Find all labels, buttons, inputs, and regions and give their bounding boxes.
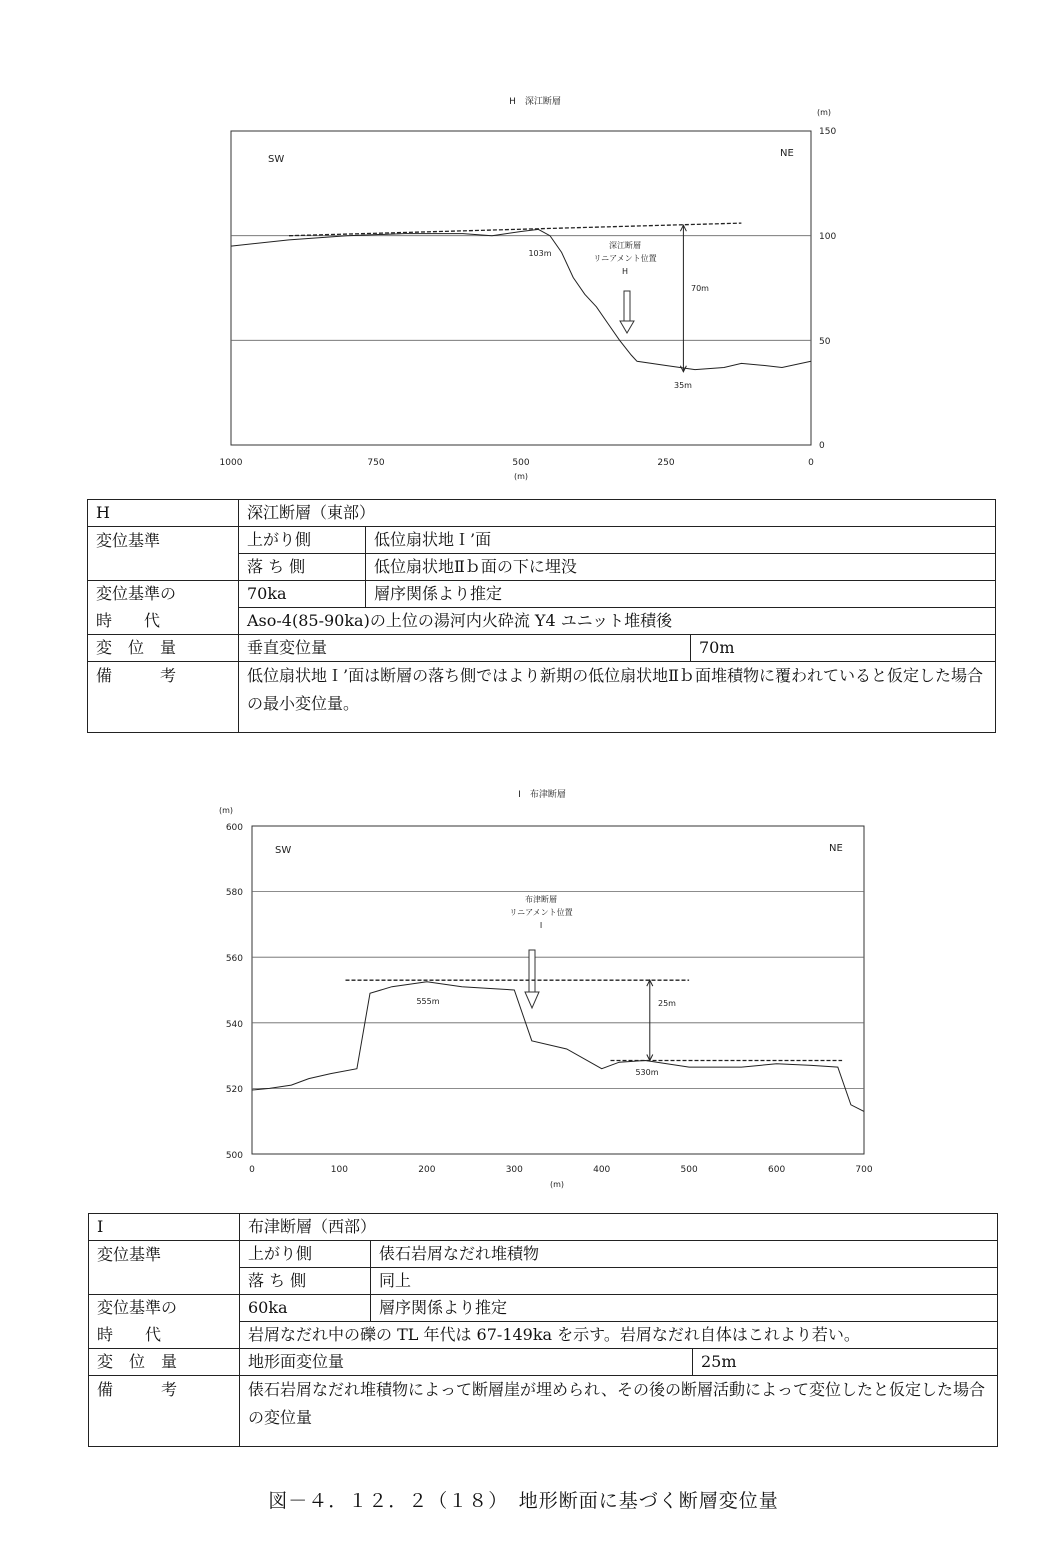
- remarks-label: 備 考: [89, 1376, 240, 1447]
- y-tick-label: 50: [819, 337, 831, 347]
- age-detail: Aso-4(85-90ka)の上位の湯河内火砕流 Y4 ユニット堆積後: [239, 608, 996, 635]
- remarks-label: 備 考: [88, 662, 239, 733]
- elevation-label-upthrown: 555m: [416, 997, 440, 1006]
- table-id: I: [89, 1214, 240, 1241]
- upthrown-value: 俵石岩屑なだれ堆積物: [371, 1241, 998, 1268]
- lineament-label-line: リニアメント位置: [593, 254, 657, 263]
- upthrown-label: 上がり側: [239, 527, 366, 554]
- offset-label: 70m: [691, 284, 709, 293]
- y-tick-label: 560: [225, 954, 243, 964]
- y-tick-label: 600: [225, 823, 243, 833]
- profile-figure-i: [205, 785, 895, 1195]
- elevation-label-downthrown: 35m: [674, 381, 692, 390]
- elevation-label-downthrown: 530m: [635, 1068, 659, 1077]
- age-method: 層序関係より推定: [366, 581, 996, 608]
- upthrown-label: 上がり側: [240, 1241, 371, 1268]
- age-value: 60ka: [240, 1295, 371, 1322]
- x-tick-label: 1000: [219, 458, 243, 468]
- reference-dashed-line: [289, 223, 741, 236]
- age-label-2: 時 代: [88, 608, 239, 635]
- x-tick-label: 250: [657, 458, 675, 468]
- y-tick-label: 520: [225, 1085, 243, 1095]
- displacement-label: 変 位 量: [88, 635, 239, 662]
- x-tick-label: 700: [855, 1165, 873, 1175]
- x-tick-label: 400: [593, 1165, 611, 1175]
- lineament-label-line: 深江断層: [609, 241, 641, 250]
- terrain-profile-line: [252, 982, 864, 1112]
- y-tick-label: 0: [819, 441, 825, 451]
- y-axis-unit: (m): [817, 108, 832, 117]
- y-tick-label: 580: [225, 888, 243, 898]
- direction-left-label: SW: [275, 845, 292, 856]
- fault-name: 布津断層（西部）: [240, 1214, 998, 1241]
- fault-arrow-icon: [620, 291, 634, 333]
- remarks-text: 低位扇状地Ｉ’面は断層の落ち側ではより新期の低位扇状地Ⅱｂ面堆積物に覆われていると仮定した場合の最小変位量。: [239, 662, 996, 733]
- offset-label: 25m: [658, 999, 676, 1008]
- y-tick-label: 540: [225, 1020, 243, 1030]
- x-tick-label: 600: [768, 1165, 786, 1175]
- remarks-text: 俵石岩屑なだれ堆積物によって断層崖が埋められ、その後の断層活動によって変位したと仮定した場合の変位量: [240, 1376, 998, 1447]
- lineament-label-line: 布津断層: [525, 895, 557, 904]
- x-tick-label: 0: [808, 458, 814, 468]
- upthrown-value: 低位扇状地Ｉ’面: [366, 527, 996, 554]
- fault-table-h: [87, 499, 996, 733]
- y-tick-label: 100: [819, 232, 837, 242]
- displacement-label: 変 位 量: [89, 1349, 240, 1376]
- x-tick-label: 100: [330, 1165, 348, 1175]
- x-tick-label: 500: [512, 458, 530, 468]
- direction-right-label: NE: [780, 148, 794, 159]
- age-method: 層序関係より推定: [371, 1295, 998, 1322]
- profile-chart-i: [205, 785, 895, 1195]
- age-detail: 岩屑なだれ中の礫の TL 年代は 67-149ka を示す。岩屑なだれ自体はこれより若い。: [240, 1322, 998, 1349]
- elevation-label-upthrown: 103m: [528, 249, 552, 258]
- profile-chart-h: [200, 85, 840, 485]
- fault-name: 深江断層（東部）: [239, 500, 996, 527]
- age-label: 変位基準の: [88, 581, 239, 608]
- direction-right-label: NE: [829, 843, 843, 854]
- plot-frame: [231, 131, 811, 445]
- displacement-type: 垂直変位量: [239, 635, 691, 662]
- displacement-value: 70m: [691, 635, 996, 662]
- profile-figure-h: [200, 85, 840, 485]
- plot-frame: [252, 826, 864, 1154]
- downthrown-label: 落 ち 側: [240, 1268, 371, 1295]
- direction-left-label: SW: [268, 154, 285, 165]
- x-tick-label: 0: [249, 1165, 255, 1175]
- x-axis-unit: (m): [549, 1180, 565, 1189]
- downthrown-label: 落 ち 側: [239, 554, 366, 581]
- age-label-2: 時 代: [89, 1322, 240, 1349]
- x-tick-label: 200: [418, 1165, 436, 1175]
- lineament-label-line: リニアメント位置: [509, 908, 573, 917]
- table-id: H: [88, 500, 239, 527]
- displacement-type: 地形面変位量: [240, 1349, 693, 1376]
- figure-caption: 図－４．１２．２（１８） 地形断面に基づく断層変位量: [268, 1490, 779, 1512]
- displacement-value: 25m: [693, 1349, 998, 1376]
- terrain-profile-line: [231, 229, 811, 369]
- downthrown-value: 低位扇状地Ⅱｂ面の下に埋没: [366, 554, 996, 581]
- chart-title: H 深江断層: [509, 97, 561, 107]
- downthrown-value: 同上: [371, 1268, 998, 1295]
- lineament-label-line: H: [621, 267, 629, 276]
- basis-label: 変位基準: [89, 1241, 240, 1295]
- age-value: 70ka: [239, 581, 366, 608]
- x-tick-label: 750: [367, 458, 385, 468]
- fault-arrow-icon: [525, 950, 539, 1008]
- basis-label: 変位基準: [88, 527, 239, 581]
- y-axis-unit: (m): [219, 806, 234, 815]
- age-label: 変位基準の: [89, 1295, 240, 1322]
- x-tick-label: 300: [505, 1165, 523, 1175]
- fault-table-i: [88, 1213, 998, 1447]
- chart-title: I 布津断層: [518, 790, 566, 800]
- x-axis-unit: (m): [513, 472, 529, 481]
- y-tick-label: 500: [225, 1151, 243, 1161]
- x-tick-label: 500: [680, 1165, 698, 1175]
- lineament-label-line: I: [539, 921, 543, 930]
- y-tick-label: 150: [819, 127, 837, 137]
